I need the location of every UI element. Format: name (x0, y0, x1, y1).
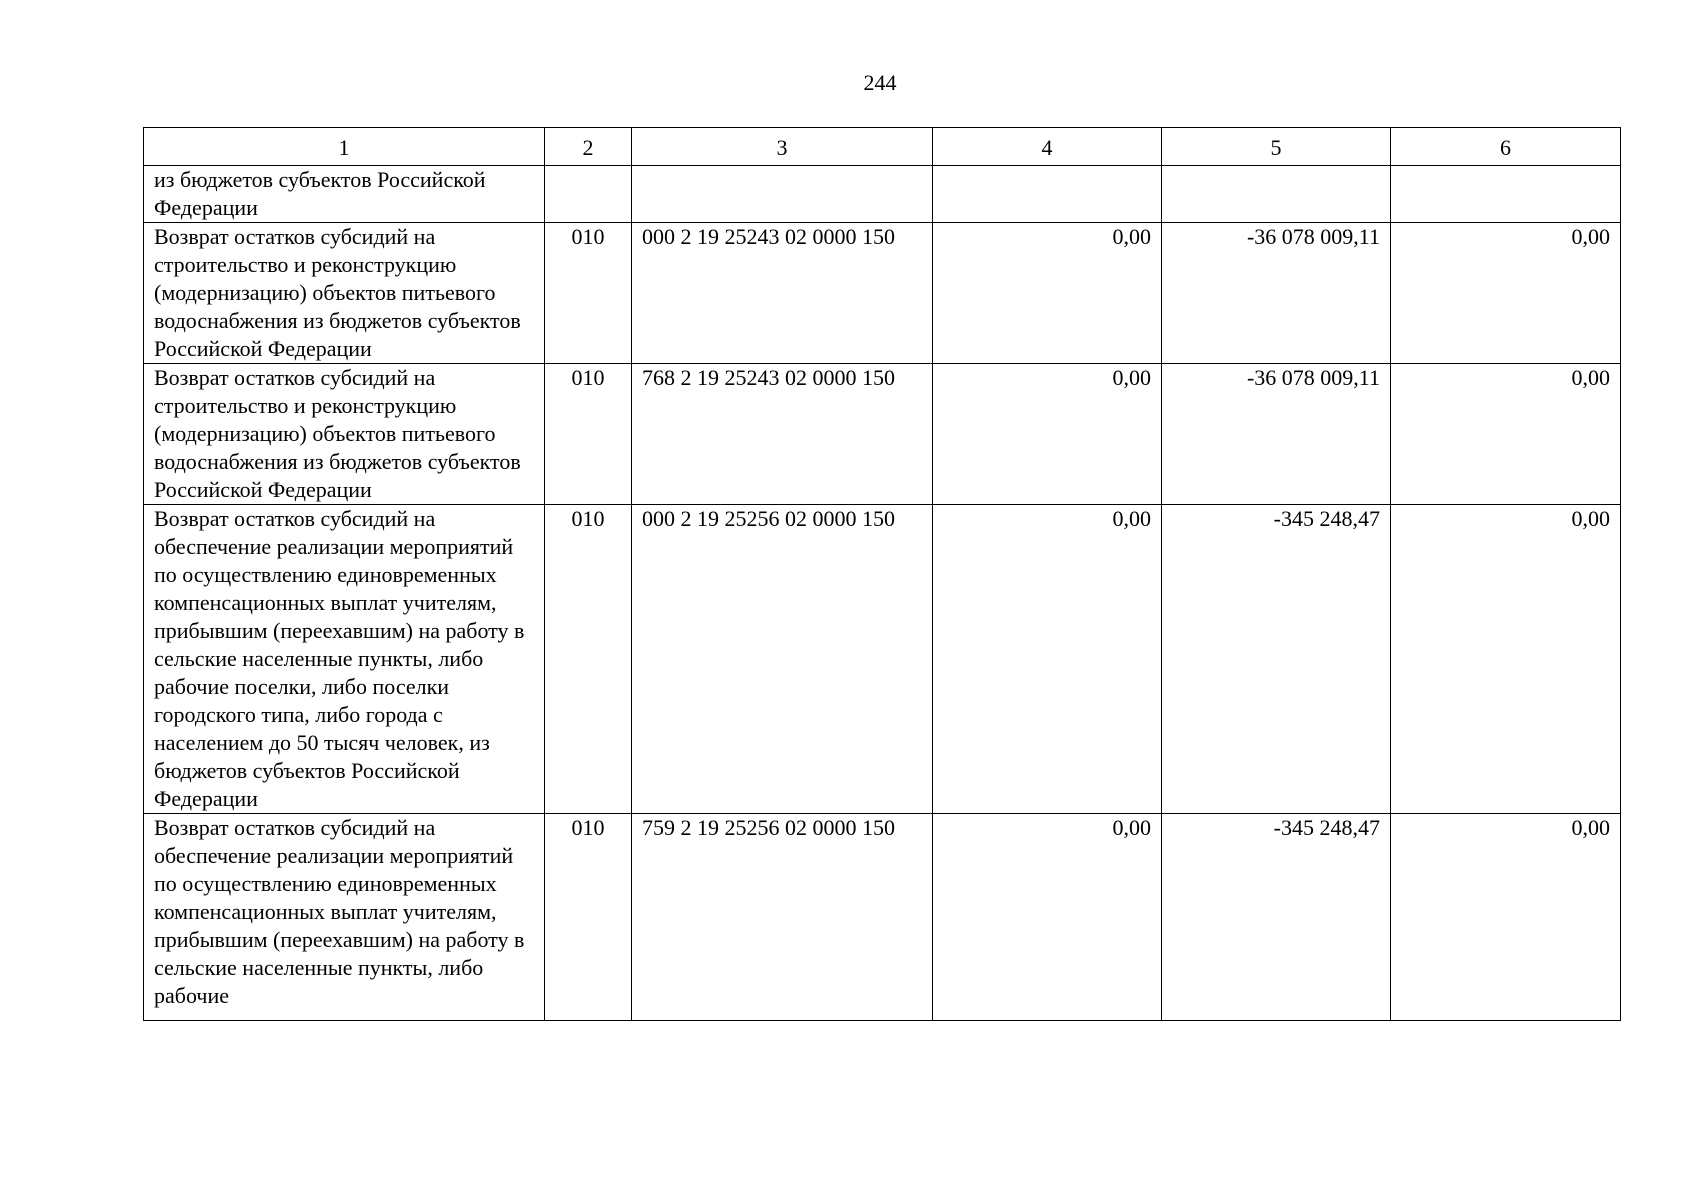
column-header-3: 3 (632, 128, 933, 166)
cell-name: из бюджетов субъектов Российской Федерации (144, 166, 545, 223)
cell-code: 010 (545, 814, 632, 1021)
cell-name: Возврат остатков субсидий на обеспечение реализации мероприятий по осуществлению единовременных компенсационных выплат учителям, прибывшим (переехавшим) на работу в сельские населенные пункты, либо рабочие поселки, либо поселки городского типа, либо города с населением до 50 тысяч человек, из бюджетов субъектов Российской Федерации (144, 505, 545, 814)
cell-col5: -36 078 009,11 (1162, 364, 1391, 505)
cell-name: Возврат остатков субсидий на обеспечение реализации мероприятий по осуществлению единовременных компенсационных выплат учителям, прибывшим (переехавшим) на работу в сельские населенные пункты, либо рабочие (144, 814, 545, 1021)
cell-name: Возврат остатков субсидий на строительство и реконструкцию (модернизацию) объектов питьевого водоснабжения из бюджетов субъектов Российской Федерации (144, 223, 545, 364)
cell-col4 (933, 166, 1162, 223)
cell-code: 010 (545, 223, 632, 364)
cell-col6: 0,00 (1391, 223, 1621, 364)
cell-col6 (1391, 166, 1621, 223)
cell-col6: 0,00 (1391, 364, 1621, 505)
column-header-5: 5 (1162, 128, 1391, 166)
cell-col4: 0,00 (933, 223, 1162, 364)
cell-code (545, 166, 632, 223)
budget-table (143, 127, 1621, 1021)
cell-kbk: 000 2 19 25243 02 0000 150 (632, 223, 933, 364)
cell-kbk: 768 2 19 25243 02 0000 150 (632, 364, 933, 505)
cell-col5: -36 078 009,11 (1162, 223, 1391, 364)
table-row (144, 814, 1621, 1021)
cell-code: 010 (545, 364, 632, 505)
cell-col6: 0,00 (1391, 814, 1621, 1021)
column-header-6: 6 (1391, 128, 1621, 166)
table-row (144, 364, 1621, 505)
page-number: 244 (863, 70, 897, 95)
column-header-1: 1 (144, 128, 545, 166)
table-row (144, 505, 1621, 814)
cell-kbk (632, 166, 933, 223)
cell-code: 010 (545, 505, 632, 814)
cell-col5 (1162, 166, 1391, 223)
cell-col4: 0,00 (933, 364, 1162, 505)
cell-col5: -345 248,47 (1162, 505, 1391, 814)
table-row (144, 223, 1621, 364)
cell-col4: 0,00 (933, 505, 1162, 814)
cell-col4: 0,00 (933, 814, 1162, 1021)
cell-kbk: 759 2 19 25256 02 0000 150 (632, 814, 933, 1021)
cell-kbk: 000 2 19 25256 02 0000 150 (632, 505, 933, 814)
column-header-2: 2 (545, 128, 632, 166)
table-row (144, 166, 1621, 223)
table-header-row (144, 128, 1621, 166)
cell-col5: -345 248,47 (1162, 814, 1391, 1021)
cell-name: Возврат остатков субсидий на строительство и реконструкцию (модернизацию) объектов питьевого водоснабжения из бюджетов субъектов Российской Федерации (144, 364, 545, 505)
column-header-4: 4 (933, 128, 1162, 166)
cell-col6: 0,00 (1391, 505, 1621, 814)
